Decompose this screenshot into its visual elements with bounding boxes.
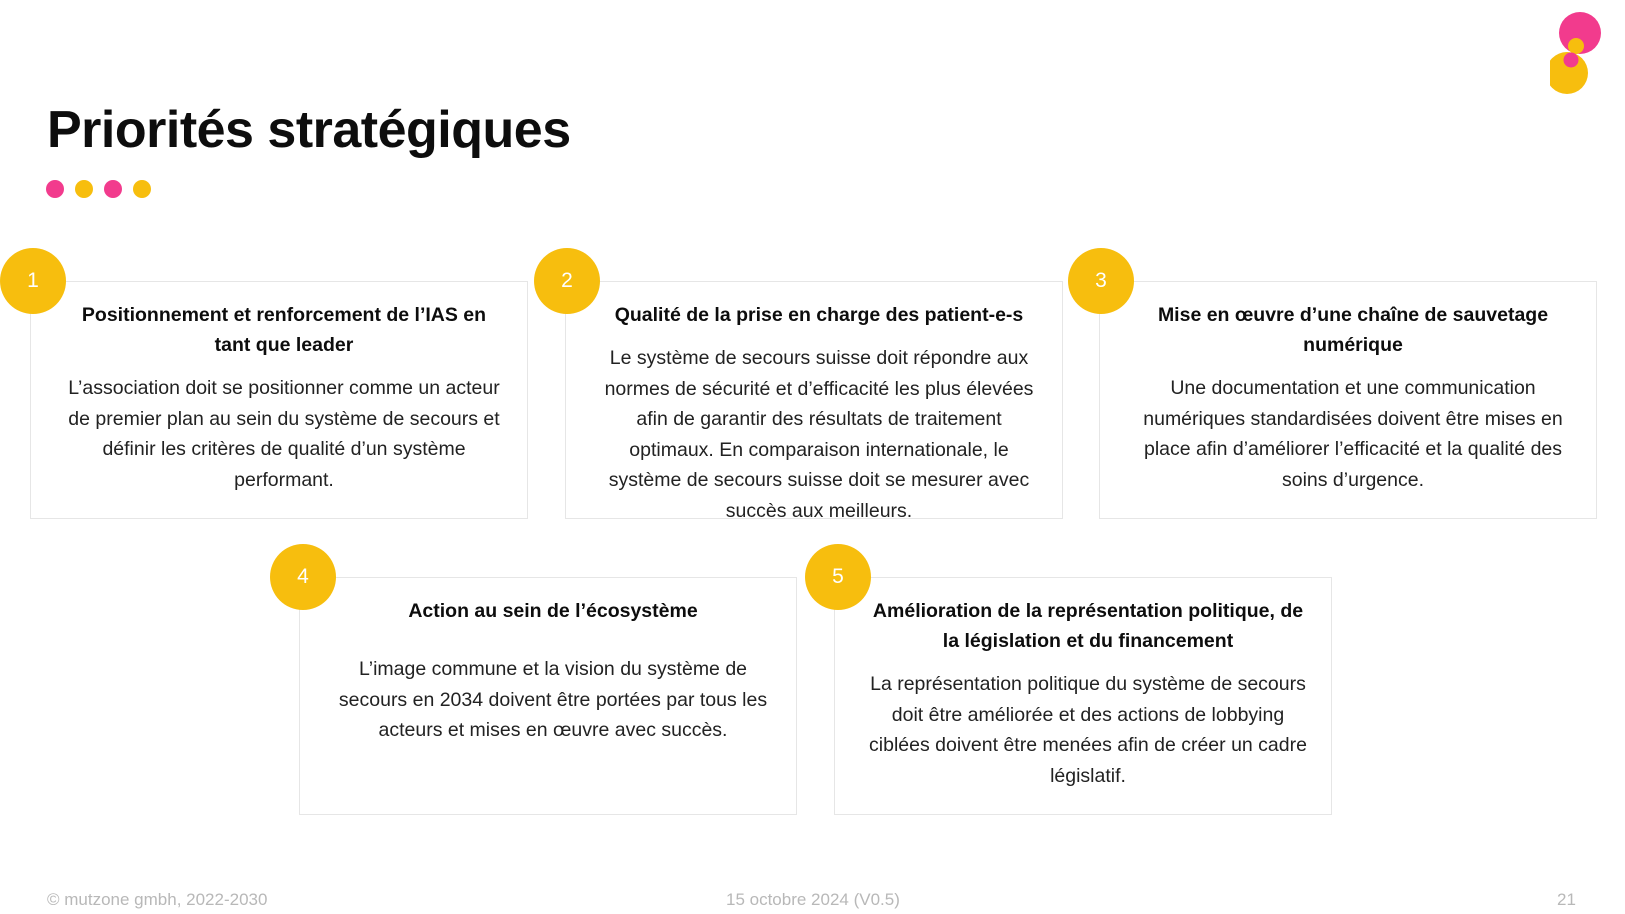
card-content <box>332 596 774 746</box>
dot-pink-1 <box>46 180 64 198</box>
card-body: Une documentation et une communication numériques standardisées doivent être mises en place afin d’améliorer l’efficacité et la qualité des soins d’urgence. <box>1143 377 1563 491</box>
number-badge-1: 1 <box>0 248 66 314</box>
priority-card-2 <box>565 281 1063 522</box>
footer-copyright: © mutzone gmbh, 2022-2030 <box>47 890 268 909</box>
card-body: La représentation politique du système de secours doit être améliorée et des actions de lobbying ciblées doivent être menées afin de créer un cadre législatif. <box>869 673 1307 787</box>
card-title: Action au sein de l’écosystème <box>408 600 698 622</box>
card-body: L’image commune et la vision du système de secours en 2034 doivent être portées par tous les acteurs et mises en œuvre avec succès. <box>338 658 768 741</box>
priority-card-1 <box>30 281 528 519</box>
card-title: Positionnement et renforcement de l’IAS en tant que leader <box>81 304 487 356</box>
card-body: Le système de secours suisse doit répondre aux normes de sécurité et d’efficacité les plus élevées afin de garantir des résultats de traitement optimaux. En comparaison internationale, le système de secours suisse doit se mesurer avec succès aux meilleurs. <box>604 347 1034 522</box>
card-title: Mise en œuvre d’une chaîne de sauvetage numérique <box>1157 304 1549 356</box>
brand-logo-icon <box>1550 8 1620 103</box>
priority-card-5 <box>834 577 1332 815</box>
card-title: Amélioration de la représentation politique, de la législation et du financement <box>872 600 1304 652</box>
page-number: 21 <box>1557 890 1576 909</box>
logo-small-pink-circle <box>1564 53 1579 68</box>
title-dots <box>46 180 151 198</box>
card-content <box>63 300 505 495</box>
number-badge-5: 5 <box>805 544 871 610</box>
number-badge-2: 2 <box>534 248 600 314</box>
card-title: Qualité de la prise en charge des patient-e-s <box>614 304 1024 326</box>
priority-card-4 <box>299 577 797 815</box>
page-title: Priorités stratégiques <box>47 101 571 159</box>
priority-card-3 <box>1099 281 1597 519</box>
number-badge-4: 4 <box>270 544 336 610</box>
dot-yellow-2 <box>133 180 151 198</box>
card-content <box>1132 300 1574 495</box>
dot-yellow-1 <box>75 180 93 198</box>
logo-small-yellow-circle <box>1568 38 1584 54</box>
footer-date-version: 15 octobre 2024 (V0.5) <box>726 890 900 909</box>
card-body: L’association doit se positionner comme un acteur de premier plan au sein du système de secours et définir les critères de qualité d’un système performant. <box>68 377 500 491</box>
card-content <box>598 300 1040 526</box>
dot-pink-2 <box>104 180 122 198</box>
card-content <box>867 596 1309 791</box>
number-badge-3: 3 <box>1068 248 1134 314</box>
